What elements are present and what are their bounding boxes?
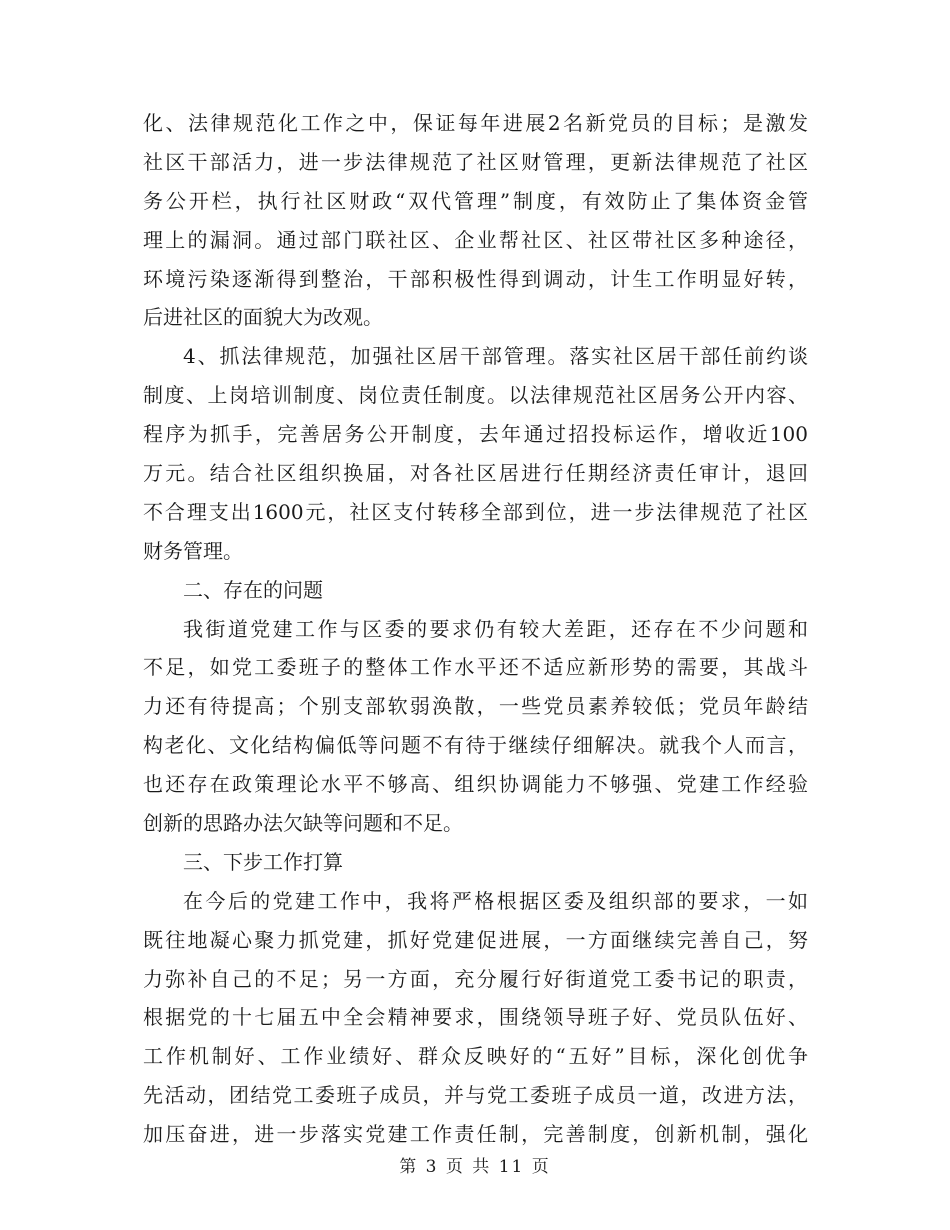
text-line: 化、法律规范化工作之中，保证每年进展2名新党员的目标；是激发 <box>143 111 808 135</box>
text-line: 也还存在政策理论水平不够高、组织协调能力不够强、党建工作经验 <box>143 772 808 797</box>
text-line: 力还有待提高；个别支部软弱涣散，一些党员素养较低；党员年龄结 <box>143 694 808 719</box>
text-line: 构老化、文化结构偏低等问题不有待于继续仔细解决。就我个人而言， <box>143 733 808 758</box>
section-heading: 二、存在的问题 <box>183 577 323 602</box>
paragraph-start-line: 在今后的党建工作中，我将严格根据区委及组织部的要求，一如 <box>183 888 808 913</box>
text-line: 万元。结合社区组织换届，对各社区居进行任期经济责任审计，退回 <box>143 461 808 486</box>
text-line: 程序为抓手，完善居务公开制度，去年通过招投标运作，增收近100 <box>143 422 808 447</box>
text-line: 加压奋进，进一步落实党建工作责任制，完善制度，创新机制，强化 <box>143 1122 808 1147</box>
text-line: 财务管理。 <box>143 538 243 563</box>
section-heading: 三、下步工作打算 <box>183 849 343 874</box>
paragraph-start-line: 4、抓法律规范，加强社区居干部管理。落实社区居干部任前约谈 <box>183 344 808 369</box>
text-line: 工作机制好、工作业绩好、群众反映好的“五好”目标，深化创优争 <box>143 1044 808 1069</box>
text-line: 不足，如党工委班子的整体工作水平还不适应新形势的需要，其战斗 <box>143 655 808 680</box>
text-line: 不合理支出1600元，社区支付转移全部到位，进一步法律规范了社区 <box>143 499 808 524</box>
text-line: 既往地凝心聚力抓党建，抓好党建促进展，一方面继续完善自己，努 <box>143 927 808 952</box>
text-line: 务公开栏，执行社区财政“双代管理”制度，有效防止了集体资金管 <box>143 188 808 213</box>
text-line: 理上的漏洞。通过部门联社区、企业帮社区、社区带社区多种途径， <box>143 227 808 252</box>
text-line: 制度、上岗培训制度、岗位责任制度。以法律规范社区居务公开内容、 <box>143 383 808 408</box>
text-line: 先活动，团结党工委班子成员，并与党工委班子成员一道，改进方法， <box>143 1083 808 1108</box>
text-line: 力弥补自己的不足；另一方面，充分履行好街道党工委书记的职责， <box>143 966 808 991</box>
text-line: 社区干部活力，进一步法律规范了社区财管理，更新法律规范了社区 <box>143 149 808 174</box>
page-number-footer: 第 3 页 共 11 页 <box>399 1157 551 1177</box>
paragraph-start-line: 我街道党建工作与区委的要求仍有较大差距，还存在不少问题和 <box>183 616 808 641</box>
text-line: 根据党的十七届五中全会精神要求，围绕领导班子好、党员队伍好、 <box>143 1005 808 1030</box>
body-text <box>143 104 808 1154</box>
text-line: 创新的思路办法欠缺等问题和不足。 <box>143 811 463 836</box>
text-line: 后进社区的面貌大为改观。 <box>143 305 383 330</box>
text-line: 环境污染逐渐得到整治，干部积极性得到调动，计生工作明显好转， <box>143 266 808 291</box>
